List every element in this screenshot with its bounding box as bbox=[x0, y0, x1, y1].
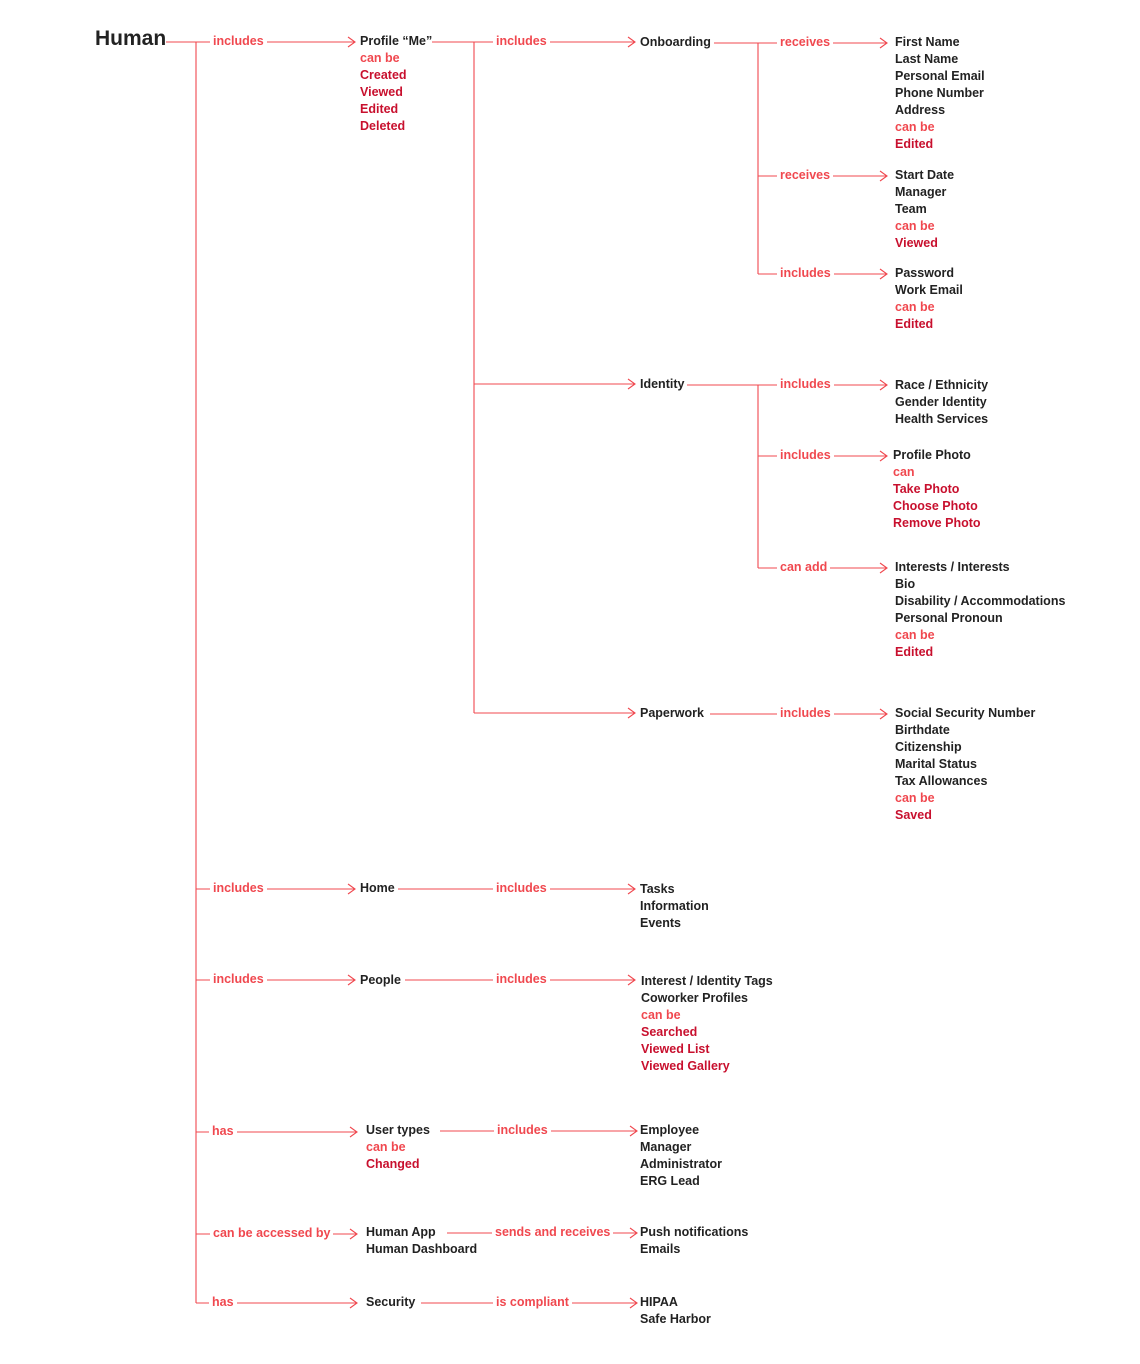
node-text: Human Dashboard bbox=[366, 1242, 478, 1256]
relation-label-r-paper: includes bbox=[777, 705, 834, 722]
node-access-items bbox=[640, 1224, 748, 1258]
node-text: Interests / Interests bbox=[895, 560, 1010, 574]
node-text: can be bbox=[641, 1008, 681, 1022]
relation-label-r-access: can be accessed by bbox=[210, 1225, 333, 1242]
node-text: Health Services bbox=[895, 412, 989, 426]
node-text: Viewed bbox=[895, 236, 938, 250]
node-text: Interest / Identity Tags bbox=[641, 974, 773, 988]
node-text: Last Name bbox=[895, 52, 959, 66]
arrowhead bbox=[350, 1298, 357, 1308]
relation-label-r-access2: sends and receives bbox=[492, 1224, 613, 1241]
node-home bbox=[360, 880, 395, 897]
relation-label-r-id3: can add bbox=[777, 559, 830, 576]
node-text: Edited bbox=[895, 645, 934, 659]
arrowhead bbox=[880, 451, 887, 461]
arrowhead bbox=[630, 1126, 637, 1136]
node-people-items bbox=[641, 973, 773, 1075]
node-text: Push notifications bbox=[640, 1225, 749, 1239]
relation-label-r-security2: is compliant bbox=[493, 1294, 572, 1311]
node-ob-account bbox=[895, 265, 963, 333]
node-text: ERG Lead bbox=[640, 1174, 700, 1188]
node-id-extra bbox=[895, 559, 1065, 661]
relation-label-r-ob2: receives bbox=[777, 167, 833, 184]
node-security-items bbox=[640, 1294, 711, 1328]
arrowhead bbox=[880, 380, 887, 390]
relation-label-r-id1: includes bbox=[777, 376, 834, 393]
node-access bbox=[366, 1224, 477, 1258]
arrowhead bbox=[348, 975, 355, 985]
node-text: Viewed bbox=[360, 85, 403, 99]
node-text: Information bbox=[640, 899, 709, 913]
arrowhead bbox=[880, 269, 887, 279]
node-text: Birthdate bbox=[895, 723, 950, 737]
node-text: Password bbox=[895, 266, 955, 280]
arrowhead bbox=[628, 708, 635, 718]
node-text: Tax Allowances bbox=[895, 774, 988, 788]
node-home-items bbox=[640, 881, 709, 932]
node-text: Safe Harbor bbox=[640, 1312, 711, 1326]
node-text: Edited bbox=[895, 317, 934, 331]
node-text: Security bbox=[366, 1295, 416, 1309]
node-text: Personal Pronoun bbox=[895, 611, 1003, 625]
arrowhead bbox=[350, 1229, 357, 1239]
arrowhead bbox=[348, 37, 355, 47]
node-text: Paperwork bbox=[640, 706, 704, 720]
node-text: Team bbox=[895, 202, 927, 216]
node-text: Gender Identity bbox=[895, 395, 987, 409]
arrowhead bbox=[628, 975, 635, 985]
node-text: Emails bbox=[640, 1242, 681, 1256]
node-text: Edited bbox=[360, 102, 399, 116]
node-text: Coworker Profiles bbox=[641, 991, 748, 1005]
arrowhead bbox=[350, 1127, 357, 1137]
node-security bbox=[366, 1294, 415, 1311]
node-text: Viewed Gallery bbox=[641, 1059, 730, 1073]
node-text: can be bbox=[366, 1140, 406, 1154]
relation-label-r-home: includes bbox=[210, 880, 267, 897]
node-text: Edited bbox=[895, 137, 934, 151]
node-text: Home bbox=[360, 881, 395, 895]
node-text: Viewed List bbox=[641, 1042, 710, 1056]
node-text: Tasks bbox=[640, 882, 675, 896]
node-text: Manager bbox=[640, 1140, 692, 1154]
node-text: can be bbox=[360, 51, 400, 65]
node-text: First Name bbox=[895, 35, 960, 49]
node-text: Choose Photo bbox=[893, 499, 978, 513]
node-text: HIPAA bbox=[640, 1295, 678, 1309]
node-text: Human App bbox=[366, 1225, 436, 1239]
arrowhead bbox=[880, 38, 887, 48]
node-text: Bio bbox=[895, 577, 916, 591]
node-text: Profile “Me” bbox=[360, 34, 433, 48]
relation-label-r-home2: includes bbox=[493, 880, 550, 897]
root-node-human: Human bbox=[95, 27, 167, 50]
node-people bbox=[360, 972, 401, 989]
node-text: Personal Email bbox=[895, 69, 985, 83]
relation-label-r-profile: includes bbox=[210, 33, 267, 50]
node-identity bbox=[640, 376, 684, 393]
relation-label-r-security: has bbox=[209, 1294, 237, 1311]
node-text: Social Security Number bbox=[895, 706, 1036, 720]
relation-label-r-ob3: includes bbox=[777, 265, 834, 282]
node-text: Created bbox=[360, 68, 407, 82]
node-id-demo bbox=[895, 377, 988, 428]
node-paper-fields bbox=[895, 705, 1035, 824]
arrowhead bbox=[880, 171, 887, 181]
arrowhead bbox=[630, 1298, 637, 1308]
node-text: People bbox=[360, 973, 401, 987]
arrowhead bbox=[880, 709, 887, 719]
node-text: Take Photo bbox=[893, 482, 960, 496]
node-text: Race / Ethnicity bbox=[895, 378, 989, 392]
node-usertypes-items bbox=[640, 1122, 722, 1190]
node-text: Profile Photo bbox=[893, 448, 971, 462]
relation-label-r-people: includes bbox=[210, 971, 267, 988]
node-text: Changed bbox=[366, 1157, 420, 1171]
relation-label-r-people2: includes bbox=[493, 971, 550, 988]
arrowhead bbox=[348, 884, 355, 894]
arrowhead bbox=[880, 563, 887, 573]
node-text: Start Date bbox=[895, 168, 955, 182]
node-text: Marital Status bbox=[895, 757, 977, 771]
node-text: can be bbox=[895, 628, 935, 642]
arrowhead bbox=[630, 1228, 637, 1238]
arrowhead bbox=[628, 37, 635, 47]
node-ob-work bbox=[895, 167, 954, 252]
node-text: Address bbox=[895, 103, 946, 117]
node-text: Saved bbox=[895, 808, 932, 822]
node-onboarding bbox=[640, 34, 711, 51]
node-text: Events bbox=[640, 916, 681, 930]
node-paperwork bbox=[640, 705, 704, 722]
arrowhead bbox=[628, 884, 635, 894]
node-profile bbox=[360, 33, 432, 135]
node-text: Citizenship bbox=[895, 740, 962, 754]
node-text: Deleted bbox=[360, 119, 406, 133]
node-text: can bbox=[893, 465, 915, 479]
node-text: Onboarding bbox=[640, 35, 711, 49]
node-text: can be bbox=[895, 120, 935, 134]
node-text: Administrator bbox=[640, 1157, 722, 1171]
node-text: Phone Number bbox=[895, 86, 984, 100]
node-text: Work Email bbox=[895, 283, 963, 297]
node-text: Disability / Accommodations bbox=[895, 594, 1066, 608]
node-text: Identity bbox=[640, 377, 685, 391]
node-text: Remove Photo bbox=[893, 516, 981, 530]
node-text: Manager bbox=[895, 185, 947, 199]
node-id-photo bbox=[893, 447, 981, 532]
node-text: User types bbox=[366, 1123, 430, 1137]
node-text: can be bbox=[895, 300, 935, 314]
node-ob-personal bbox=[895, 34, 985, 153]
relation-label-r-onboarding: includes bbox=[493, 33, 550, 50]
node-text: can be bbox=[895, 219, 935, 233]
relation-label-r-id2: includes bbox=[777, 447, 834, 464]
node-text: Employee bbox=[640, 1123, 700, 1137]
node-text: Searched bbox=[641, 1025, 698, 1039]
node-text: can be bbox=[895, 791, 935, 805]
relation-label-r-usertypes2: includes bbox=[494, 1122, 551, 1139]
relation-label-r-usertypes: has bbox=[209, 1123, 237, 1140]
node-usertypes bbox=[366, 1122, 430, 1173]
arrowhead bbox=[628, 379, 635, 389]
relation-label-r-ob1: receives bbox=[777, 34, 833, 51]
